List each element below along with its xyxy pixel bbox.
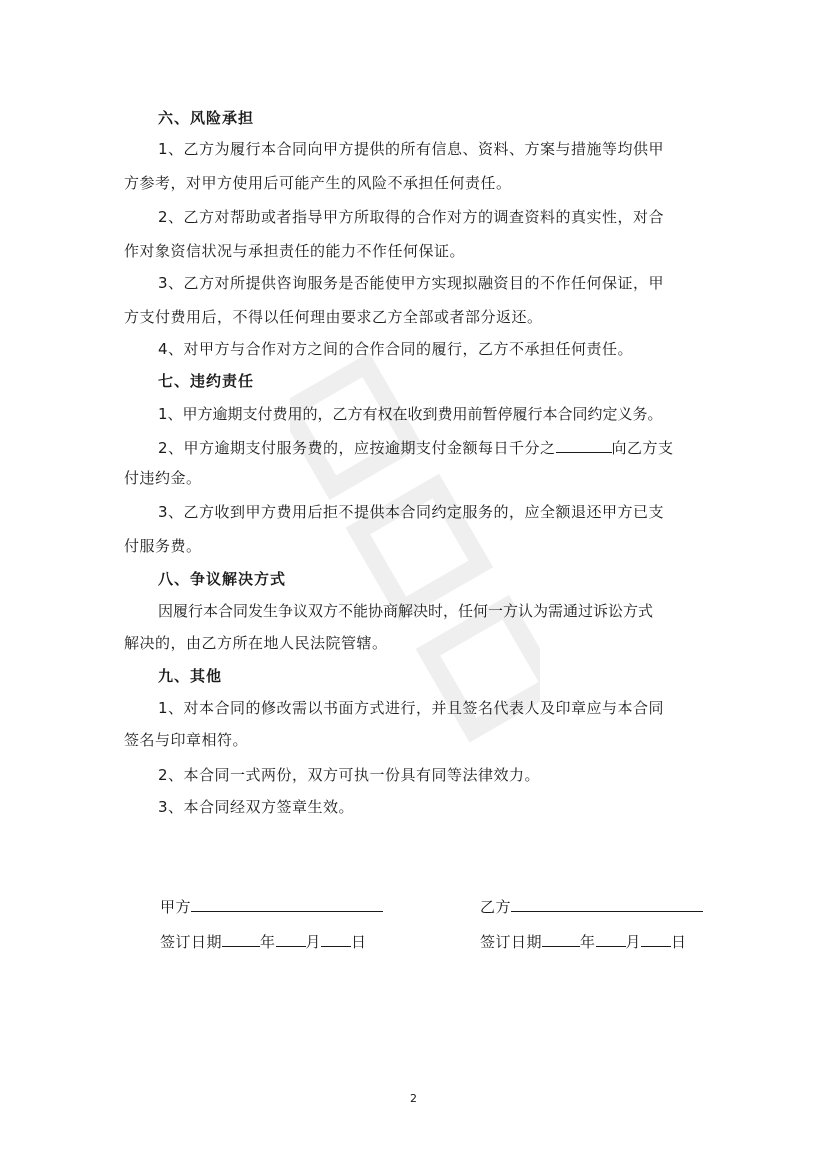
year-label: 年 xyxy=(580,933,596,951)
party-b-signature xyxy=(480,896,703,917)
month-field[interactable] xyxy=(596,932,626,947)
party-b-date xyxy=(480,931,687,952)
section-9-heading: 九、其他 xyxy=(158,667,223,685)
section-8-heading: 八、争议解决方式 xyxy=(158,570,287,588)
section-7-heading: 七、违约责任 xyxy=(158,372,255,390)
year-label: 年 xyxy=(260,933,276,951)
clause-line: 2、本合同一式两份，双方可执一份具有同等法律效力。 xyxy=(158,766,541,784)
clause-line: 3、本合同经双方签章生效。 xyxy=(158,798,355,816)
party-a-date xyxy=(160,931,367,952)
day-label: 日 xyxy=(351,933,367,951)
clause-line: 签名与印章相符。 xyxy=(124,731,249,749)
clause-text: 向乙方支 xyxy=(611,439,674,457)
clause-line: 方支付费用后，不得以任何理由要求乙方全部或者部分返还。 xyxy=(124,308,543,326)
clause-line: 1、对本合同的修改需以书面方式进行，并且签名代表人及印章应与本合同 xyxy=(158,699,665,717)
clause-text: 2、甲方逾期支付服务费的，应按逾期支付金额每日千分之 xyxy=(158,439,556,457)
date-label: 签订日期 xyxy=(160,933,223,951)
clause-line: 付服务费。 xyxy=(124,537,202,555)
clause-line: 4、对甲方与合作对方之间的合作合同的履行，乙方不承担任何责任。 xyxy=(158,340,634,358)
page-number: 2 xyxy=(410,1092,417,1105)
year-field[interactable] xyxy=(542,932,580,947)
party-b-signature-field[interactable] xyxy=(511,897,703,912)
party-a-label: 甲方 xyxy=(160,898,192,916)
year-field[interactable] xyxy=(222,932,260,947)
party-a-signature-field[interactable] xyxy=(191,897,383,912)
clause-line: 1、甲方逾期支付费用的，乙方有权在收到费用前暂停履行本合同约定义务。 xyxy=(158,405,663,423)
day-field[interactable] xyxy=(321,932,351,947)
clause-line: 解决的，由乙方所在地人民法院管辖。 xyxy=(124,634,388,652)
month-field[interactable] xyxy=(276,932,306,947)
clause-line: 作对象资信状况与承担责任的能力不作任何保证。 xyxy=(124,242,466,260)
clause-line xyxy=(158,437,674,458)
clause-line: 2、乙方对帮助或者指导甲方所取得的合作对方的调查资料的真实性，对合 xyxy=(158,208,665,226)
rate-blank-field[interactable] xyxy=(556,438,612,453)
clause-line: 1、乙方为履行本合同向甲方提供的所有信息、资料、方案与措施等均供甲 xyxy=(158,140,665,158)
party-b-label: 乙方 xyxy=(480,898,512,916)
clause-line: 付违约金。 xyxy=(124,469,202,487)
clause-line: 方参考，对甲方使用后可能产生的风险不承担任何责任。 xyxy=(124,174,512,192)
day-field[interactable] xyxy=(641,932,671,947)
clause-line: 因履行本合同发生争议双方不能协商解决时，任何一方认为需通过诉讼方式 xyxy=(158,602,654,620)
clause-line: 3、乙方收到甲方费用后拒不提供本合同约定服务的，应全额退还甲方已支 xyxy=(158,503,665,521)
month-label: 月 xyxy=(625,933,642,951)
section-6-heading: 六、风险承担 xyxy=(158,109,255,127)
month-label: 月 xyxy=(305,933,322,951)
date-label: 签订日期 xyxy=(480,933,543,951)
day-label: 日 xyxy=(671,933,687,951)
party-a-signature xyxy=(160,896,383,917)
clause-line: 3、乙方对所提供咨询服务是否能使甲方实现拟融资目的不作任何保证，甲 xyxy=(158,274,665,292)
